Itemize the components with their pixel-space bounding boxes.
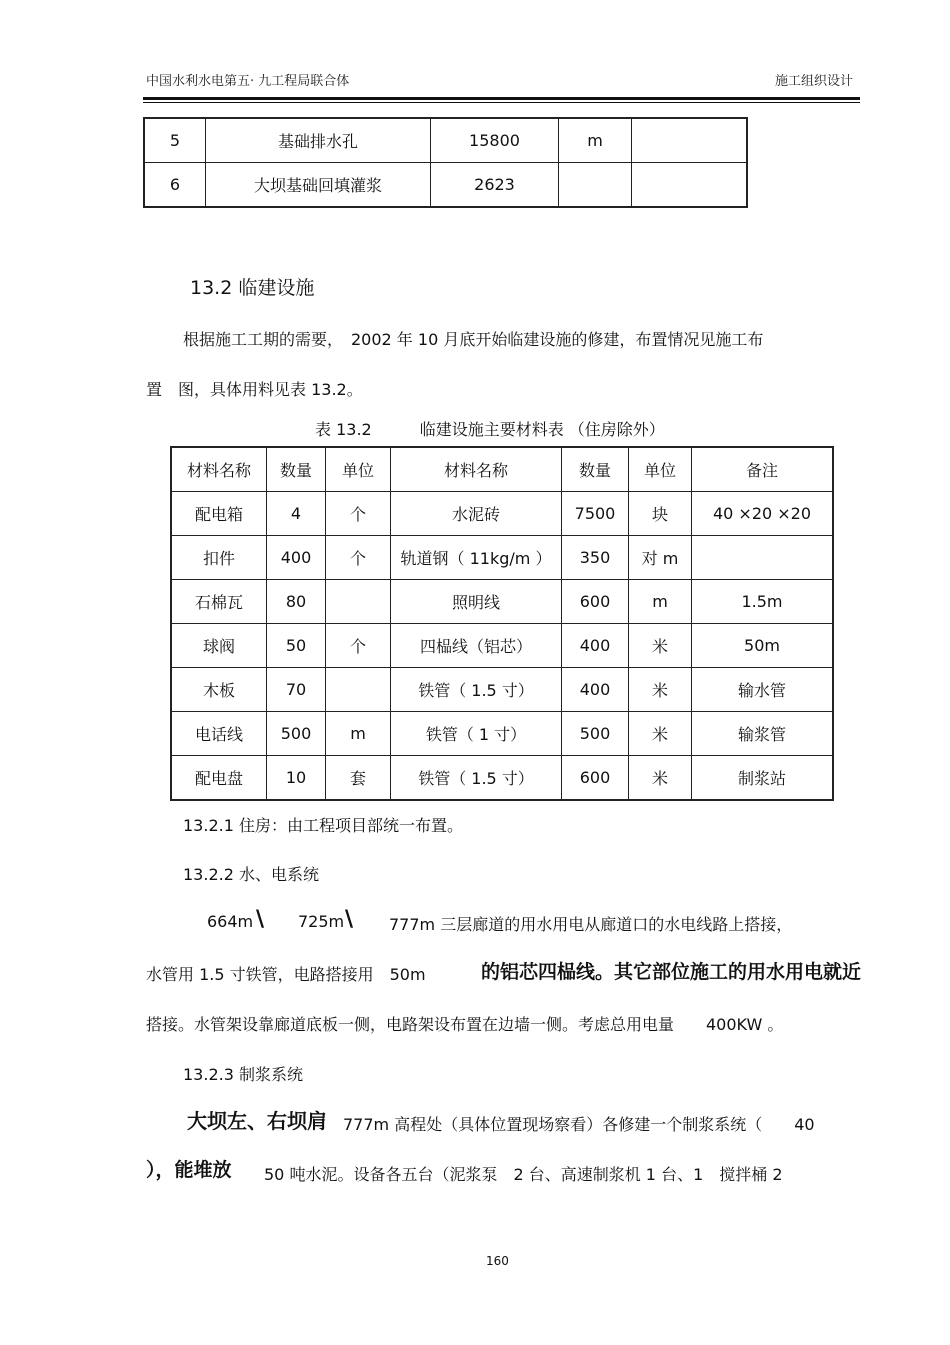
table-cell: 米	[629, 668, 692, 712]
table-cell: 套	[326, 756, 391, 801]
table-row	[144, 118, 747, 163]
table-cell: 块	[629, 492, 692, 536]
table-row	[171, 580, 833, 624]
paragraph-line-bold: 的铝芯四榀线。其它部位施工的用水用电就近	[481, 961, 862, 983]
column-header: 材料名称	[391, 447, 562, 492]
separator-mark: \	[256, 907, 265, 932]
column-header: 单位	[326, 447, 391, 492]
paragraph-line: 置 图，具体用料见表 13.2。	[146, 380, 363, 399]
table-cell: 制浆站	[692, 756, 834, 801]
table-cell: 四榀线（铝芯）	[391, 624, 562, 668]
table-row	[171, 536, 833, 580]
table-cell: 石棉瓦	[171, 580, 267, 624]
table-cell: 500	[267, 712, 326, 756]
table-cell: 1.5m	[692, 580, 834, 624]
table-cell: 6	[144, 163, 206, 208]
column-header: 备注	[692, 447, 834, 492]
table-cell: 50	[267, 624, 326, 668]
table-cell: 5	[144, 118, 206, 163]
paragraph-line: 50 吨水泥。设备各五台（泥浆泵 2 台、高速制浆机 1 台、1 搅拌桶 2	[264, 1165, 783, 1184]
table-cell: 米	[629, 756, 692, 801]
table-cell: 个	[326, 536, 391, 580]
table-caption: 表 13.2 临建设施主要材料表 （住房除外）	[315, 420, 665, 439]
header-right: 施工组织设计	[775, 74, 854, 89]
table-cell: 400	[562, 624, 629, 668]
table-row	[171, 492, 833, 536]
table-cell: 500	[562, 712, 629, 756]
table-cell: 铁管（ 1.5 寸）	[391, 668, 562, 712]
column-header: 材料名称	[171, 447, 267, 492]
table-row	[171, 624, 833, 668]
table-row	[144, 163, 747, 208]
table-cell: 大坝基础回填灌浆	[206, 163, 431, 208]
table-cell: 400	[562, 668, 629, 712]
paragraph-line: 水管用 1.5 寸铁管，电路搭接用 50m	[146, 965, 426, 984]
paragraph-line: 根据施工工期的需要， 2002 年 10 月底开始临建设施的修建，布置情况见施工布	[183, 330, 764, 349]
table-cell: 350	[562, 536, 629, 580]
table-cell	[632, 118, 748, 163]
paragraph-line: 777m 高程处（具体位置现场察看）各修建一个制浆系统（ 40	[343, 1115, 815, 1134]
paragraph-line-bold: 大坝左、右坝肩	[187, 1109, 327, 1133]
subsection-title-grout: 13.2.3 制浆系统	[183, 1065, 303, 1084]
subsection-housing: 13.2.1 住房：由工程项目部统一布置。	[183, 816, 463, 835]
table-cell: 80	[267, 580, 326, 624]
separator-mark: \	[345, 907, 354, 932]
paragraph-line-bold: ），能堆放	[146, 1159, 232, 1181]
table-cell: 球阀	[171, 624, 267, 668]
table-cell: 电话线	[171, 712, 267, 756]
table-cell: 2623	[431, 163, 559, 208]
column-header: 数量	[267, 447, 326, 492]
table-cell: 照明线	[391, 580, 562, 624]
table-cell: 10	[267, 756, 326, 801]
table-cell: m	[559, 118, 632, 163]
table-cell: 铁管（ 1.5 寸）	[391, 756, 562, 801]
table-cell: 米	[629, 712, 692, 756]
column-header: 数量	[562, 447, 629, 492]
table-cell: 对 m	[629, 536, 692, 580]
materials-table	[170, 446, 834, 801]
table-row	[171, 712, 833, 756]
table-cell	[326, 668, 391, 712]
table-cell: m	[629, 580, 692, 624]
table-cell: 个	[326, 492, 391, 536]
table-cell: 输水管	[692, 668, 834, 712]
table-cell	[326, 580, 391, 624]
table-cell: 扣件	[171, 536, 267, 580]
table-cell: 15800	[431, 118, 559, 163]
table-cell: 水泥砖	[391, 492, 562, 536]
table-cell: 输浆管	[692, 712, 834, 756]
elevation-725: 725m	[298, 912, 345, 931]
table-cell: 7500	[562, 492, 629, 536]
table-cell: 600	[562, 756, 629, 801]
table-cell: 轨道钢（ 11kg/m ）	[391, 536, 562, 580]
header-rule-thin	[143, 102, 860, 103]
column-header: 单位	[629, 447, 692, 492]
paragraph-line: 搭接。水管架设靠廊道底板一侧，电路架设布置在边墙一侧。考虑总用电量 400KW 。	[146, 1015, 784, 1034]
table-cell: 米	[629, 624, 692, 668]
table-continued	[143, 117, 748, 208]
table-cell: 基础排水孔	[206, 118, 431, 163]
table-cell: m	[326, 712, 391, 756]
elevation-664: 664m	[207, 912, 254, 931]
table-cell: 配电箱	[171, 492, 267, 536]
table-cell: 70	[267, 668, 326, 712]
table-cell: 400	[267, 536, 326, 580]
page-number: 160	[486, 1254, 509, 1268]
paragraph-line: 777m 三层廊道的用水用电从廊道口的水电线路上搭接，	[389, 915, 793, 934]
table-cell: 50m	[692, 624, 834, 668]
table-cell: 40 ×20 ×20	[692, 492, 834, 536]
table-cell: 木板	[171, 668, 267, 712]
subsection-title-water-power: 13.2.2 水、电系统	[183, 865, 319, 884]
table-cell	[632, 163, 748, 208]
table-row	[171, 756, 833, 801]
table-cell: 配电盘	[171, 756, 267, 801]
table-cell	[559, 163, 632, 208]
header-rule	[143, 97, 860, 100]
table-cell: 600	[562, 580, 629, 624]
table-cell: 4	[267, 492, 326, 536]
section-title: 13.2 临建设施	[190, 277, 315, 299]
table-header-row	[171, 447, 833, 492]
table-row	[171, 668, 833, 712]
table-cell	[692, 536, 834, 580]
table-cell: 铁管（ 1 寸）	[391, 712, 562, 756]
table-cell: 个	[326, 624, 391, 668]
header-left: 中国水利水电第五· 九工程局联合体	[146, 74, 350, 89]
